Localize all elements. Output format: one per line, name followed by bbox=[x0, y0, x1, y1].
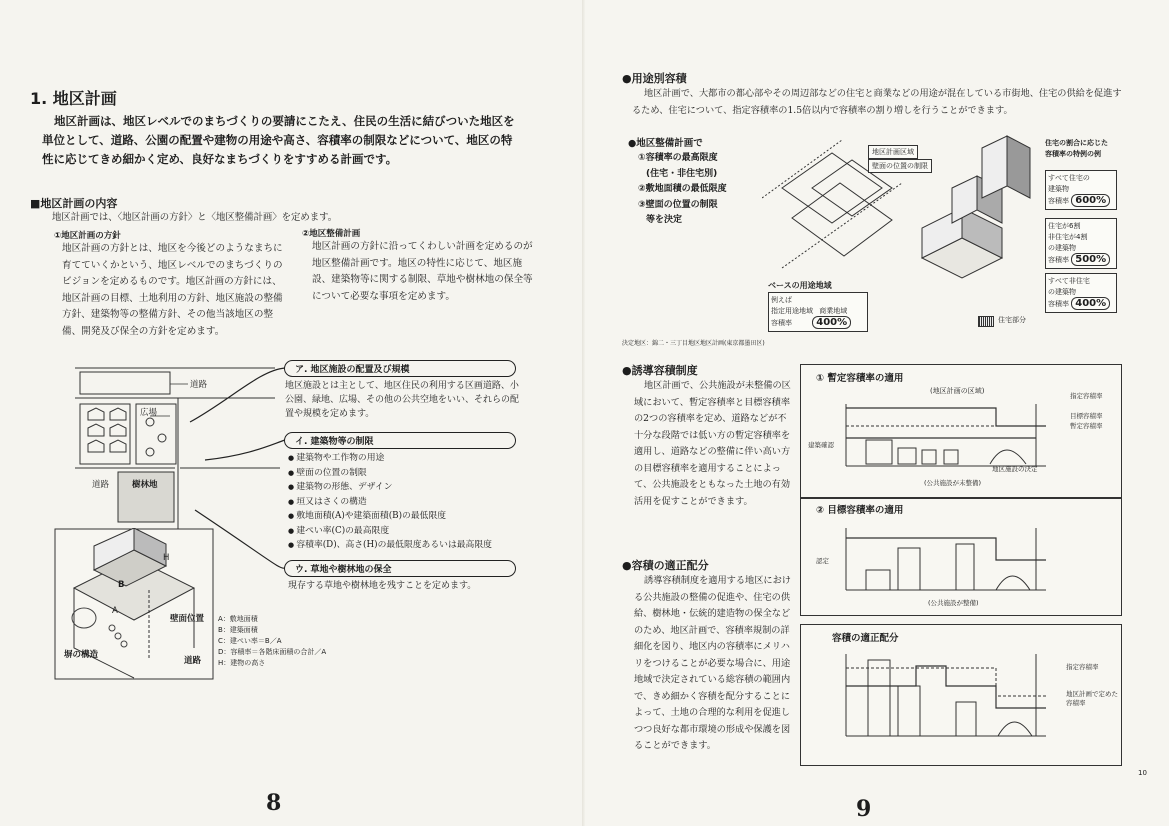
panel3-designated: 指定容積率 bbox=[1066, 663, 1099, 671]
list-item: ● 建ぺい率(C)の最高限度 bbox=[288, 524, 528, 539]
box-i-title: イ. 建築物等の制限 bbox=[284, 432, 516, 449]
page-gutter bbox=[582, 0, 585, 826]
list-item: ②敷地面積の最低限度 bbox=[638, 184, 727, 194]
panel1-target: 目標容積率 bbox=[1070, 412, 1103, 420]
base-value: 400% bbox=[812, 316, 851, 329]
iso-label-road: 道路 bbox=[184, 656, 202, 666]
iso-label-b: B bbox=[118, 580, 125, 590]
base-zone: 商業地域 bbox=[819, 307, 848, 315]
legend-item: A：敷地面積 bbox=[218, 615, 258, 623]
map-label-road1: 道路 bbox=[190, 380, 208, 390]
youto-text: 地区計画で、大都市の都心部やその周辺部などの住宅と商業などの用途が混在している市街地、住宅の供給を促進するため、住宅について、指定容積率の1.5倍以内で容積率の割り増しを行うことができます。 bbox=[632, 88, 1122, 116]
panel1-bottom: (公共施設が未整備) bbox=[924, 479, 982, 487]
legend-item: B：建築面積 bbox=[218, 626, 258, 634]
box-u-title: ウ. 草地や樹林地の保全 bbox=[284, 560, 516, 577]
list-item: ③壁面の位置の制限 bbox=[638, 199, 718, 210]
panel3-defined: 地区計画で定めた容積率 bbox=[1066, 690, 1118, 707]
legend-item: H：建物の高さ bbox=[218, 659, 266, 667]
legend-item: D：容積率＝各階床面積の合計／A bbox=[218, 648, 327, 656]
yudo-text: 地区計画で、公共施設が未整備の区域において、暫定容積率と目標容積率の2つの容積率を定め、道路などが不十分な段階では低い方の暫定容積率を適用し、道路などの整備に伴い高い方の目標容積率を適用することによって、公共施設をともなった土地の有効活用を促すことができます。 bbox=[634, 380, 791, 507]
ratio-card bbox=[1045, 218, 1117, 269]
plan-text: 地区計画の方針に沿ってくわしい計画を定めるのが地区整備計画です。地区の特性に応じて、地区施設、建築物等に関する制限、草地や樹林地の保全等について必要な事項を定めます。 bbox=[312, 241, 533, 302]
ratio-value: 500% bbox=[1071, 253, 1110, 266]
ratio-value: 400% bbox=[1071, 297, 1110, 310]
edge-mark: 10 bbox=[1138, 769, 1147, 777]
ratio-label: 容積率 bbox=[1048, 197, 1069, 205]
contents-intro: 地区計画では、〈地区計画の方針〉と〈地区整備計画〉を定めます。 bbox=[52, 212, 338, 223]
list-item: ● 垣又はさくの構造 bbox=[288, 495, 528, 510]
box-a-text: 地区施設とは主として、地区住民の利用する区画道路、小公園、緑地、広場、その他の公共空地をいい、それらの配置や規模を定めます。 bbox=[285, 381, 520, 419]
seibi-heading: ●地区整備計画で bbox=[628, 138, 703, 149]
panel1-confirm: 建築確認 bbox=[808, 441, 834, 449]
list-item: ①容積率の最高限度 bbox=[638, 153, 718, 163]
policy-text: 地区計画の方針とは、地区を今後どのようなまちに育てていくかという、地区レベルでのまちづくりのビジョンを定めるものです。地区計画の方針には、地区計画の目標、土地利用の方針、地区施設の整備方針、建築物等の整備方針、その他当該地区の整備、開発及び保全の方針を定めます。 bbox=[62, 243, 283, 337]
youto-heading: ●用途別容積 bbox=[622, 72, 687, 85]
residential-legend: 住宅部分 bbox=[998, 316, 1026, 324]
panel1-area: (地区計画の区域) bbox=[930, 387, 985, 395]
base-example-label: 例えば 指定用途地域 bbox=[771, 296, 813, 315]
list-item: ● 敷地面積(A)や建築面積(B)の最低限度 bbox=[288, 509, 528, 524]
ratio-value: 600% bbox=[1071, 194, 1110, 207]
panel1-designated: 指定容積率 bbox=[1070, 392, 1103, 400]
base-heading: ベースの用途地域 bbox=[768, 281, 832, 290]
ratio-heading-line: 住宅の割合に応じた bbox=[1045, 139, 1108, 147]
ratio-desc: すべて非住宅 bbox=[1048, 277, 1090, 285]
box-a-title: ア. 地区施設の配置及び規模 bbox=[284, 360, 516, 377]
iso-label-wall: 壁面位置 bbox=[170, 614, 205, 624]
panel2-bottom: (公共施設が整備) bbox=[928, 599, 979, 607]
ratio-heading-line: 容積率の特例の例 bbox=[1045, 150, 1101, 158]
list-item: ● 容積率(D)、高さ(H)の最低限度あるいは最高限度 bbox=[288, 538, 528, 553]
list-item: ● 建築物の形態、デザイン bbox=[288, 480, 528, 495]
tekisei-text: 誘導容積制度を適用する地区における公共施設の整備の促進や、住宅の供給、樹林地・伝統的建造物の保全などのため、地区計画で、容積率規制の詳細化を図り、地区内の容積率にメリハリをつけることが必要な場合に、用途地域で決定されている総容積の範囲内で、きめ細かく容積を配分することによって、土地の合理的な利用を促進しつつ良好な都市環境の形成や保護を図ることができます。 bbox=[634, 575, 791, 751]
page-number-right: 9 bbox=[856, 796, 872, 822]
map-label-grove: 樹林地 bbox=[132, 480, 158, 490]
panel3-skyline bbox=[806, 646, 1070, 746]
iso-label-a: A bbox=[112, 606, 118, 616]
panel2-skyline bbox=[806, 520, 1070, 596]
box-i-list bbox=[288, 451, 528, 553]
tekisei-heading: ●容積の適正配分 bbox=[622, 559, 709, 572]
panel2-title: ② 目標容積率の適用 bbox=[816, 505, 904, 516]
legend-item: C：建ぺい率＝B／A bbox=[218, 637, 282, 645]
panel2-approval: 認定 bbox=[816, 557, 829, 565]
residential-swatch bbox=[978, 316, 994, 327]
ratio-label: 容積率 bbox=[1048, 256, 1069, 264]
figure-caption: 決定地区：錦二・三丁目地区地区計画(東京都墨田区) bbox=[622, 340, 765, 347]
plan-heading: ②地区整備計画 bbox=[302, 229, 361, 239]
page-number-left: 8 bbox=[266, 790, 282, 816]
policy-heading: ①地区計画の方針 bbox=[54, 231, 121, 241]
yudo-heading: ●誘導容積制度 bbox=[622, 364, 698, 377]
panel1-provisional: 暫定容積率 bbox=[1070, 422, 1103, 430]
page-title: 1. 地区計画 bbox=[30, 89, 117, 108]
tag-area: 地区計画区域 bbox=[868, 145, 918, 159]
base-card bbox=[768, 292, 868, 332]
seibi-list bbox=[638, 151, 727, 229]
ratio-label: 容積率 bbox=[1048, 300, 1069, 308]
list-item: 等を決定 bbox=[646, 215, 683, 225]
map-label-road2: 道路 bbox=[92, 480, 110, 490]
ratio-card bbox=[1045, 170, 1117, 210]
panel1-title: ① 暫定容積率の適用 bbox=[816, 373, 904, 384]
ratio-desc: の建築物 bbox=[1048, 288, 1076, 296]
ratio-desc: すべて住宅の bbox=[1048, 174, 1090, 182]
base-label: 容積率 bbox=[771, 319, 792, 327]
contents-heading: ■地区計画の内容 bbox=[30, 197, 118, 210]
panel1-facility: 地区施設の決定 bbox=[992, 465, 1038, 473]
map-label-plaza: 広場 bbox=[140, 408, 158, 418]
ratio-card bbox=[1045, 273, 1117, 313]
iso-label-h: H bbox=[163, 553, 170, 563]
panel3-title: 容積の適正配分 bbox=[832, 633, 899, 644]
abcdh-legend bbox=[218, 614, 418, 669]
ratio-desc: 非住宅が4割 bbox=[1048, 233, 1088, 241]
ratio-desc: 建築物 bbox=[1048, 185, 1069, 193]
list-item: ● 壁面の位置の制限 bbox=[288, 466, 528, 481]
box-u-text: 現存する草地や樹林地を残すことを定めます。 bbox=[288, 581, 477, 591]
list-item: (住宅・非住宅別) bbox=[646, 168, 718, 179]
lead-paragraph: 地区計画は、地区レベルでのまちづくりの要請にこたえ、住民の生活に結びついた地区を単位として、道路、公園の配置や建物の用途や高さ、容積率の制限などについて、地区の特性に応じてきめ細かく定め、良好なまちづくりをすすめる計画です。 bbox=[42, 114, 515, 166]
ratio-desc: の建築物 bbox=[1048, 244, 1076, 252]
iso-label-fence: 塀の構造 bbox=[64, 650, 99, 660]
ratio-heading bbox=[1045, 138, 1108, 160]
ratio-desc: 住宅が6割 bbox=[1048, 222, 1081, 230]
list-item: ● 建築物や工作物の用途 bbox=[288, 451, 528, 466]
tag-wall: 壁面の位置の制限 bbox=[868, 159, 932, 173]
